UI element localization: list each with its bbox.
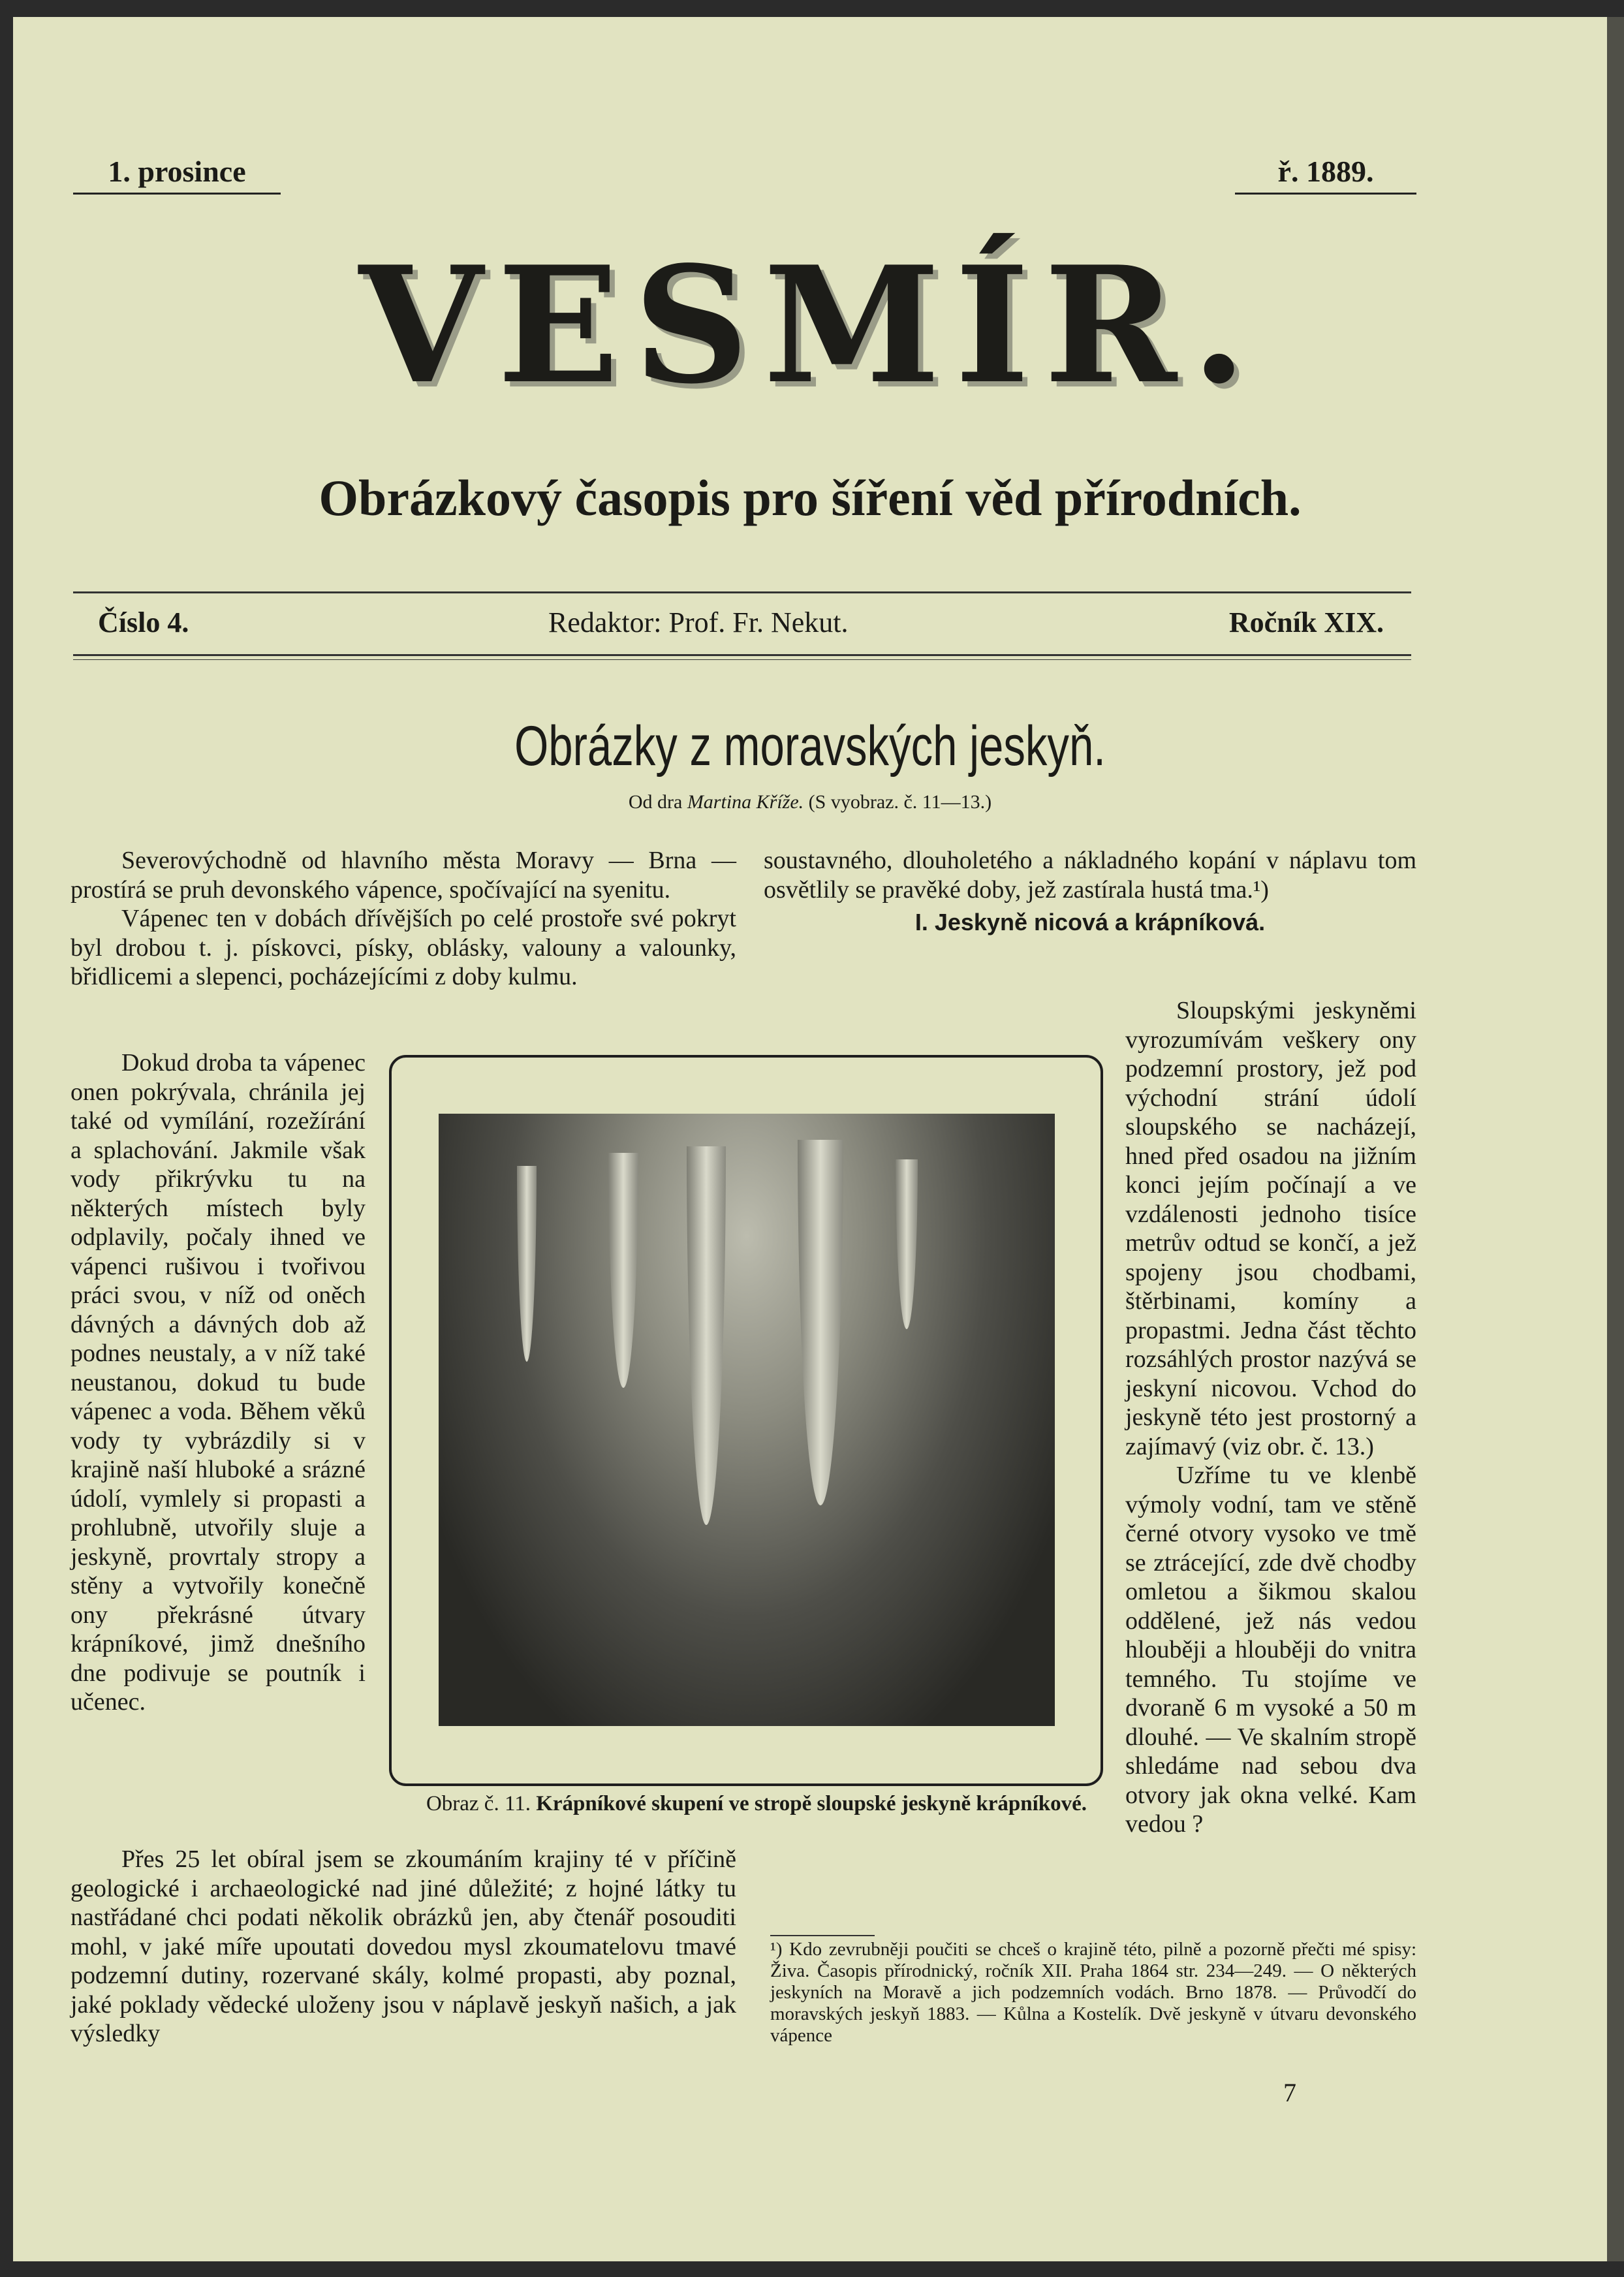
stalactite bbox=[896, 1159, 918, 1329]
paragraph: soustavného, dlouholetého a nákladného kopání v náplavu tom osvětlily se pravěké doby, jež zastírala hustá tma.¹) bbox=[764, 847, 1416, 903]
footnote: ¹) Kdo zevrubněji poučiti se chceš o krajině této, pilně a pozorně přečti mé spisy: Živa. Časopis přírodnický, ročník XII. Praha 1864 str. 234—249. — O některých jeskyních na Moravě a jich podzemních vodách. Brno 1878. — Průvodčí do moravských jeskyň 1883. — Kůlna a Kostelík. Dvě jeskyně v útvaru devonského vápence bbox=[770, 1939, 1416, 2046]
issue-year: ř. 1889. bbox=[1235, 154, 1416, 195]
paragraph: Severovýchodně od hlavního města Moravy — Brna — prostírá se pruh devonského vápence, spočívající na syenitu. bbox=[70, 847, 736, 903]
left-column-top bbox=[70, 846, 736, 992]
paragraph: Sloupskými jeskyněmi vyrozumívám veškery ony podzemní prostory, jež pod východní strání údolí sloupského se nacházejí, hned před osadou na jižním konci jejím počínají a ve vzdálenosti jednoho tisíce metrův odtud se končí, a jež spojeny jsou chodbami, štěrbinami, komíny a propastmi. Jedna část těchto rozsáhlých prostor nazývá se jeskyní nicovou. Vchod do jeskyně této jest prostorný a zajímavý (viz obr. č. 13.) bbox=[1125, 997, 1416, 1460]
volume-number: Ročník XIX. bbox=[1228, 606, 1384, 638]
paragraph: Vápenec ten v dobách dřívějších po celé prostoře své pokryt byl drobou t. j. pískovci, písky, oblásky, valouny a valounky, břidlicemi a slepenci, pocházejícími z doby kulmu. bbox=[70, 905, 736, 990]
issue-number: Číslo 4. bbox=[98, 606, 189, 638]
left-column-bottom bbox=[70, 1845, 736, 2049]
paragraph: Přes 25 let obíral jsem se zkoumáním krajiny té v příčině geologické i archaeologické nad jiné důležité; z hojné látky tu nastřádané chci podati několik obrázků jen, aby čtenář posouditi mohl, v jaké míře upoutati dovedou mysl zkoumatelovu tmavé podzemní dutiny, rozervané skály, kolmé propasti, aby poznal, jaké poklady vědecké uloženy jsou v náplavě jeskyň našich, a jak výsledky bbox=[70, 1845, 736, 2047]
article-byline bbox=[13, 791, 1607, 813]
byline-suffix: (S vyobraz. č. 11—13.) bbox=[808, 791, 992, 813]
journal-page bbox=[13, 17, 1607, 2261]
header-rule-bottom-thin bbox=[73, 659, 1411, 660]
issue-date: 1. prosince bbox=[73, 154, 281, 195]
byline-author: Martina Kříže. bbox=[687, 791, 804, 813]
masthead-title: VESMÍR. bbox=[358, 231, 1262, 419]
page-number: 7 bbox=[1283, 2078, 1296, 2107]
masthead-subtitle: Obrázkový časopis pro šíření věd přírodních. bbox=[319, 469, 1302, 526]
byline-prefix: Od dra bbox=[628, 791, 683, 813]
paragraph: Dokud droba ta vápenec onen pokrývala, chránila jej také od vymílání, rozežírání a splachování. Jakmile však vody přikrývku tu na některých místech byly odplavily, počaly ihned ve vápenci rušivou i tvořivou práci svou, v níž od oněch dávných a dávných dob až podnes neustaly, a v níž také neustanou, dokud tu bude vápenec a voda. Během věků vody ty vybrázdily si v krajině naší hluboké a srázné údolí, vymlely si propasti a prohlubně, utvořily sluje a jeskyně, provrtaly stropy a stěny a vytvořily konečně ony překrásné útvary krápníkové, jimž dnešního dne podivuje se poutník i učenec. bbox=[70, 1049, 366, 1716]
paragraph: Uzříme tu ve klenbě výmoly vodní, tam ve stěně černé otvory vysoko ve tmě se ztrácející, zde dvě chodby omletou a šikmou skalou oddělené, jež nás vedou hlouběji a hlouběji do vnitra temného. Tu stojíme ve dvoraně 6 m vysoké a 50 m dlouhé. — Ve skalním stropě shledáme nad sebou dva otvory jak okna velké. Kam vedou ? bbox=[1125, 1462, 1416, 1838]
caption-text: Krápníkové skupení ve stropě sloupské jeskyně krápníkové. bbox=[536, 1792, 1087, 1815]
figure-caption bbox=[388, 1790, 1125, 1817]
article-title: Obrázky z moravských jeskyň. bbox=[514, 715, 1106, 777]
header-rule-top bbox=[73, 591, 1411, 593]
issue-info-row bbox=[98, 606, 1384, 645]
caption-label: Obraz č. 11. bbox=[426, 1792, 531, 1815]
stalactite bbox=[517, 1166, 537, 1362]
footnote-rule bbox=[770, 1935, 875, 1936]
cave-photograph bbox=[439, 1114, 1055, 1726]
right-column-narrow bbox=[1125, 996, 1416, 1839]
stalactite bbox=[687, 1146, 726, 1525]
left-column-narrow bbox=[70, 1048, 366, 1717]
editor-line: Redaktor: Prof. Fr. Nekut. bbox=[548, 606, 849, 638]
page-edge-shadow bbox=[1607, 17, 1624, 2261]
header-rule-bottom bbox=[73, 654, 1411, 656]
stalactite bbox=[608, 1153, 638, 1388]
section-heading: I. Jeskyně nicová a krápníková. bbox=[914, 909, 1266, 935]
stalactite bbox=[798, 1140, 843, 1505]
right-column-top bbox=[764, 846, 1416, 940]
